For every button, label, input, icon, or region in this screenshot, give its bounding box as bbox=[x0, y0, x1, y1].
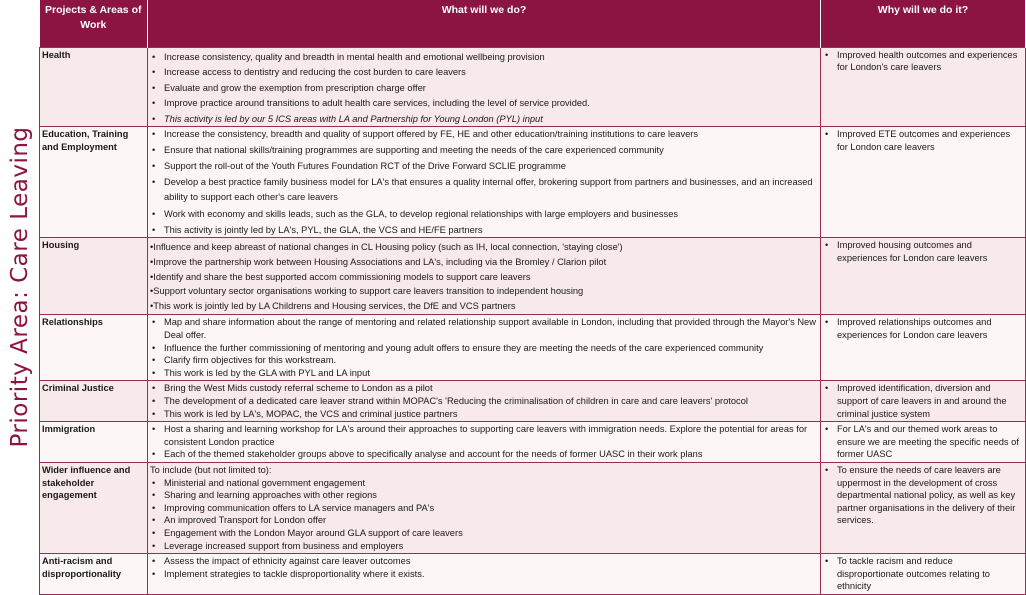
why-cell bbox=[821, 127, 1026, 238]
list-item: • Improved identification, diversion and support of care leavers in and around the criminal justice system bbox=[823, 382, 1023, 420]
why-cell bbox=[821, 554, 1026, 595]
list-item: • For LA's and our themed work areas to ensure we are meeting the specific needs of former UASC bbox=[823, 423, 1023, 461]
list-item: • Ministerial and national government engagement bbox=[150, 477, 818, 490]
list-item: • Engagement with the London Mayor around GLA support of care leavers bbox=[150, 527, 818, 540]
area-cell: Immigration bbox=[40, 422, 148, 463]
actions-cell bbox=[148, 315, 821, 381]
priority-area-title: Priority Area: Care Leaving bbox=[7, 126, 33, 448]
list-item: • This work is led by the GLA with PYL and LA input bbox=[150, 367, 818, 380]
list-item: • Ensure that national skills/training programmes are supporting and meeting the needs of the care experienced community bbox=[150, 144, 818, 157]
list-item: •This work is jointly led by LA Childrens and Housing services, the DfE and VCS partners bbox=[150, 300, 516, 311]
area-cell: Education, Training and Employment bbox=[40, 127, 148, 238]
list-item: •Support voluntary sector organisations working to support care leavers transition to independent housing bbox=[150, 286, 584, 297]
list-item: • Improve practice around transitions to adult health care services, including the level of service provided. bbox=[150, 97, 818, 110]
table-row bbox=[40, 127, 1026, 238]
list-item: • Sharing and learning approaches with other regions bbox=[150, 489, 818, 502]
list-item: • Implement strategies to tackle disproportionality where it exists. bbox=[150, 568, 818, 581]
why-cell bbox=[821, 381, 1026, 422]
list-item: • Improved health outcomes and experiences for London's care leavers bbox=[823, 49, 1023, 74]
why-cell bbox=[821, 47, 1026, 127]
list-item: • To ensure the needs of care leavers are uppermost in the development of cross departmental national policy, as well as key partner organisations in the delivery of their services. bbox=[823, 464, 1023, 527]
why-cell bbox=[821, 422, 1026, 463]
side-band bbox=[0, 0, 40, 575]
list-item: • Clarify firm objectives for this workstream. bbox=[150, 354, 818, 367]
list-item: • Bring the West Mids custody referral scheme to London as a pilot bbox=[150, 382, 818, 395]
header-why: Why will we do it? bbox=[821, 0, 1026, 47]
area-cell: Criminal Justice bbox=[40, 381, 148, 422]
actions-cell bbox=[148, 238, 821, 315]
list-item: • Assess the impact of ethnicity against care leaver outcomes bbox=[150, 555, 818, 568]
list-item: • This work is led by LA's, MOPAC, the VCS and criminal justice partners bbox=[150, 408, 818, 421]
why-cell bbox=[821, 463, 1026, 554]
header-what: What will we do? bbox=[148, 0, 821, 47]
list-item: • Influence the further commissioning of mentoring and young adult offers to ensure they are meeting the needs of the care experienced community bbox=[150, 342, 818, 355]
list-item: • Improved housing outcomes and experiences for London care leavers bbox=[823, 239, 1023, 264]
header-row bbox=[40, 0, 1026, 47]
table-row bbox=[40, 381, 1026, 422]
plan-table bbox=[39, 0, 1026, 595]
area-cell: Housing bbox=[40, 238, 148, 315]
list-item: • Map and share information about the range of mentoring and related relationship support available in London, including that provided through the Mayor's New Deal offer. bbox=[150, 316, 818, 341]
list-item: • To tackle racism and reduce disproportionate outcomes relating to ethnicity bbox=[823, 555, 1023, 593]
area-cell: Wider influence and stakeholder engagement bbox=[40, 463, 148, 554]
list-item: • This activity is jointly led by LA's, PYL, the GLA, the VCS and HE/FE partners bbox=[150, 224, 818, 237]
list-item: • Each of the themed stakeholder groups above to specifically analyse and account for the needs of former UASC in their work plans bbox=[150, 448, 818, 461]
actions-cell bbox=[148, 381, 821, 422]
list-item: • Improving communication offers to LA service managers and PA's bbox=[150, 502, 818, 515]
why-cell bbox=[821, 315, 1026, 381]
table-row bbox=[40, 47, 1026, 127]
list-item: • Increase the consistency, breadth and quality of support offered by FE, HE and other education/training institutions to care leavers bbox=[150, 128, 818, 141]
actions-cell bbox=[148, 463, 821, 554]
list-item: • Increase consistency, quality and breadth in mental health and emotional wellbeing provision bbox=[150, 51, 818, 64]
list-item: • Improved relationships outcomes and experiences for London care leavers bbox=[823, 316, 1023, 341]
actions-cell bbox=[148, 47, 821, 127]
area-cell: Relationships bbox=[40, 315, 148, 381]
list-item: • Host a sharing and learning workshop for LA's around their approaches to supporting care leavers with immigration needs. Explore the potential for areas for consistent London practice bbox=[150, 423, 818, 448]
table-row bbox=[40, 422, 1026, 463]
table-row bbox=[40, 238, 1026, 315]
why-cell bbox=[821, 238, 1026, 315]
area-cell: Anti-racism and disproportionality bbox=[40, 554, 148, 595]
table-row bbox=[40, 554, 1026, 595]
area-cell: Health bbox=[40, 47, 148, 127]
list-item: • Leverage increased support from business and employers bbox=[150, 540, 818, 553]
list-item: •Improve the partnership work between Housing Associations and LA's, including via the Bromley / Clarion pilot bbox=[150, 257, 607, 268]
table-row bbox=[40, 463, 1026, 554]
list-item: • Improved ETE outcomes and experiences for London care leavers bbox=[823, 128, 1023, 153]
list-item: • The development of a dedicated care leaver strand within MOPAC's 'Reducing the criminalisation of children in care and care leavers' protocol bbox=[150, 395, 818, 408]
list-item: • An improved Transport for London offer bbox=[150, 514, 818, 527]
list-item: • Increase access to dentistry and reducing the cost burden to care leavers bbox=[150, 66, 818, 79]
list-item: •Identify and share the best supported accom commissioning models to support care leavers bbox=[150, 271, 531, 282]
intro-text: To include (but not limited to): bbox=[150, 465, 272, 475]
list-item: • This activity is led by our 5 ICS areas with LA and Partnership for Young London (PYL) input bbox=[150, 113, 818, 126]
list-item: • Support the roll-out of the Youth Futures Foundation RCT of the Drive Forward SCLIE programme bbox=[150, 160, 818, 173]
actions-cell bbox=[148, 127, 821, 238]
list-item: •Influence and keep abreast of national changes in CL Housing policy (such as IH, local connection, 'staying close') bbox=[150, 242, 623, 253]
list-item: • Work with economy and skills leads, such as the GLA, to develop regional relationships with large employers and businesses bbox=[150, 208, 818, 221]
list-item: • Evaluate and grow the exemption from prescription charge offer bbox=[150, 82, 818, 95]
list-item: • Develop a best practice family business model for LA's that ensures a quality internal offer, brokering support from partners and businesses, and an increased ability to support each other's care leavers bbox=[150, 175, 818, 205]
table-row bbox=[40, 315, 1026, 381]
actions-cell bbox=[148, 422, 821, 463]
header-projects: Projects & Areas of Work bbox=[40, 0, 148, 47]
actions-cell bbox=[148, 554, 821, 595]
